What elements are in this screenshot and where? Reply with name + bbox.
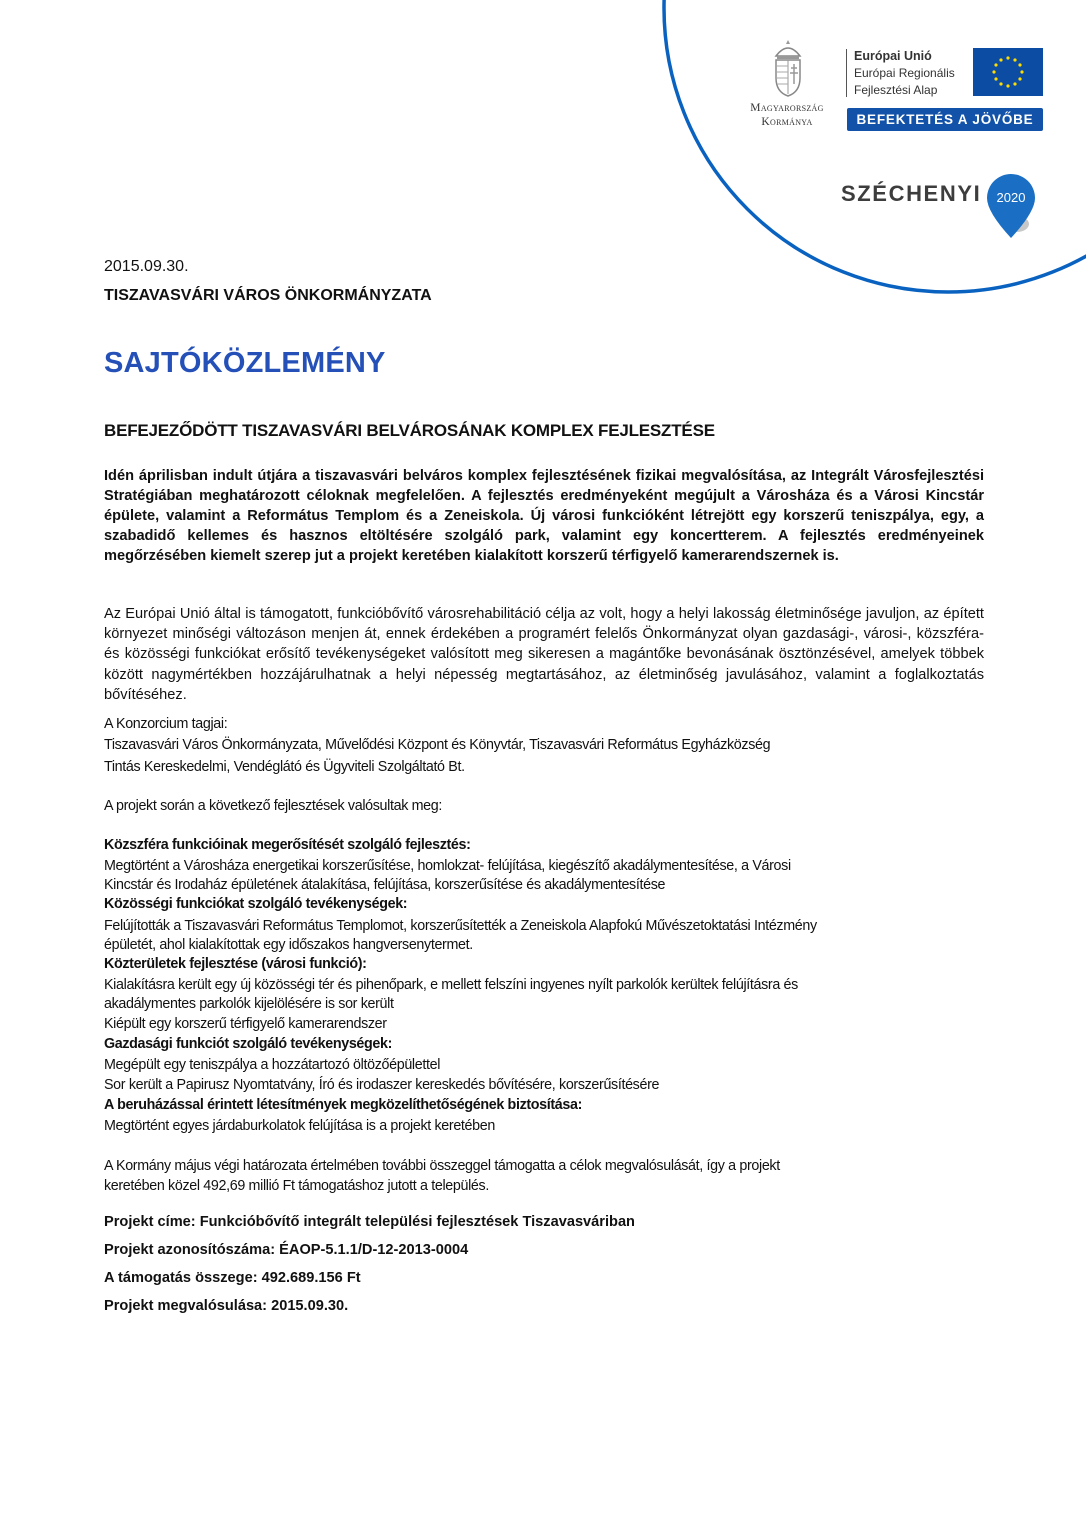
government-logo-text xyxy=(735,101,839,129)
page-title: SAJTÓKÖZLEMÉNY xyxy=(104,347,386,379)
document-subtitle: BEFEJEZŐDÖTT TISZAVASVÁRI BELVÁROSÁNAK KOMPLEX FEJLESZTÉSE xyxy=(104,421,715,440)
project-title: Projekt címe: Funkcióbővítő integrált települési fejlesztések Tiszavasváriban xyxy=(104,1214,635,1230)
section-line: Kincstár és Irodaház épületének átalakítása, felújítása, korszerűsítése és akadálymentesítése xyxy=(104,877,666,893)
lead-paragraph: Idén áprilisban indult útjára a tiszavasvári belváros komplex fejlesztésének fizikai megvalósítása, az Integrált Városfejlesztési Stratégiában meghatározott céloknak megfelelően. A fejlesztés eredményeként megújult a Városháza és a Városi Kincstár épülete, valamint a Református Templom és a Zeneiskola. Új városi funkcióként létrejött egy korszerű teniszpálya, egy, a szabadidő kellemes és hasznos eltöltésére szolgáló park, valamint egy koncertterem. A fejlesztés eredményeinek megőrzésében kiemelt szerep jut a projekt keretében kialakított korszerű térfigyelő kamerarendszernek is. xyxy=(104,468,984,564)
section-heading: Gazdasági funkciót szolgáló tevékenységek: xyxy=(104,1036,393,1052)
section-line: Kialakításra került egy új közösségi tér és pihenőpark, e mellett felszíni ingyenes nyílt parkolók kerültek felújításra és xyxy=(104,977,798,993)
consortium-label: A Konzorcium tagjai: xyxy=(104,716,228,732)
document-date: 2015.09.30. xyxy=(104,258,189,275)
hungarian-coat-of-arms-icon xyxy=(768,38,808,98)
section-line: akadálymentes parkolók kijelölésére is sor került xyxy=(104,996,394,1012)
eu-line-3: Fejlesztési Alap xyxy=(854,83,938,97)
section-line: Megépült egy teniszpálya a hozzátartozó öltözőépülettel xyxy=(104,1057,441,1073)
map-pin-icon xyxy=(981,172,1041,242)
section-line: Kiépült egy korszerű térfigyelő kamerarendszer xyxy=(104,1016,387,1032)
section-line: Megtörtént a Városháza energetikai korszerűsítése, homlokzat- felújítása, kiegészítő akadálymentesítése, a Városi xyxy=(104,858,791,874)
project-id: Projekt azonosítószáma: ÉAOP-5.1.1/D-12-2013-0004 xyxy=(104,1242,469,1258)
section-heading: Közterületek fejlesztése (városi funkció): xyxy=(104,956,367,972)
developments-intro: A projekt során a következő fejlesztések valósultak meg: xyxy=(104,798,443,814)
gov-line-1: Magyarország xyxy=(750,102,824,114)
organization-name: TISZAVASVÁRI VÁROS ÖNKORMÁNYZATA xyxy=(104,287,432,304)
eu-line-2: Európai Regionális xyxy=(854,66,955,80)
svg-text:2020: 2020 xyxy=(996,190,1026,205)
section-line: Sor került a Papirusz Nyomtatvány, Író és irodaszer kereskedés bővítésére, korszerűsítésére xyxy=(104,1077,660,1093)
section-line: Felújították a Tiszavasvári Református Templomot, korszerűsítették a Zeneiskola Alapfokú Művészetoktatási Intézmény xyxy=(104,918,817,934)
consortium-member: Tintás Kereskedelmi, Vendéglátó és Ügyviteli Szolgáltató Bt. xyxy=(104,759,465,775)
project-completion: Projekt megvalósulása: 2015.09.30. xyxy=(104,1298,349,1314)
eu-banner: BEFEKTETÉS A JÖVŐBE xyxy=(847,108,1043,131)
section-heading: A beruházással érintett létesítmények megközelíthetőségének biztosítása: xyxy=(104,1097,583,1113)
eu-logo-text xyxy=(854,48,955,99)
section-heading: Közszféra funkcióinak megerősítését szolgáló fejlesztés: xyxy=(104,837,471,853)
section-heading: Közösségi funkciókat szolgáló tevékenységek: xyxy=(104,896,408,912)
consortium-member: Tiszavasvári Város Önkormányzata, Művelődési Központ és Könyvtár, Tiszavasvári Református Egyházközség xyxy=(104,737,771,753)
body-paragraph: Az Európai Unió által is támogatott, funkcióbővítő városrehabilitáció célja az volt, hogy a helyi lakosság életminősége javuljon, az épített környezet minőségi változáson menjen át, ennek érdekében a programért felelős Önkormányzat olyan gazdasági-, városi-, közszféra- és közösségi funkciókat erősítő tevékenységeket valósított meg sikeresen a magántőke bevonásának ösztönzésével, amelyek többek között nagymértékben hozzájárulhatnak a helyi népesség megtartásához, az életminőség javulásához, valamint a foglalkoztatás bővítéséhez. xyxy=(104,606,984,703)
eu-logo-divider xyxy=(846,49,847,97)
section-line: Megtörtént egyes járdaburkolatok felújítása is a projekt keretében xyxy=(104,1118,495,1134)
eu-flag-icon xyxy=(973,48,1043,96)
government-decision-line: keretében közel 492,69 millió Ft támogatáshoz jutott a település. xyxy=(104,1178,489,1194)
gov-line-2: Kormánya xyxy=(761,116,813,128)
project-amount: A támogatás összege: 492.689.156 Ft xyxy=(104,1270,361,1286)
szechenyi-logo-text: SZÉCHENYI xyxy=(841,181,982,206)
section-line: épületét, ahol kialakítottak egy időszakos hangversenytermet. xyxy=(104,937,473,953)
government-decision-line: A Kormány május végi határozata értelmében további összeggel támogatta a célok megvalósulását, így a projekt xyxy=(104,1158,780,1174)
eu-title: Európai Unió xyxy=(854,49,932,63)
